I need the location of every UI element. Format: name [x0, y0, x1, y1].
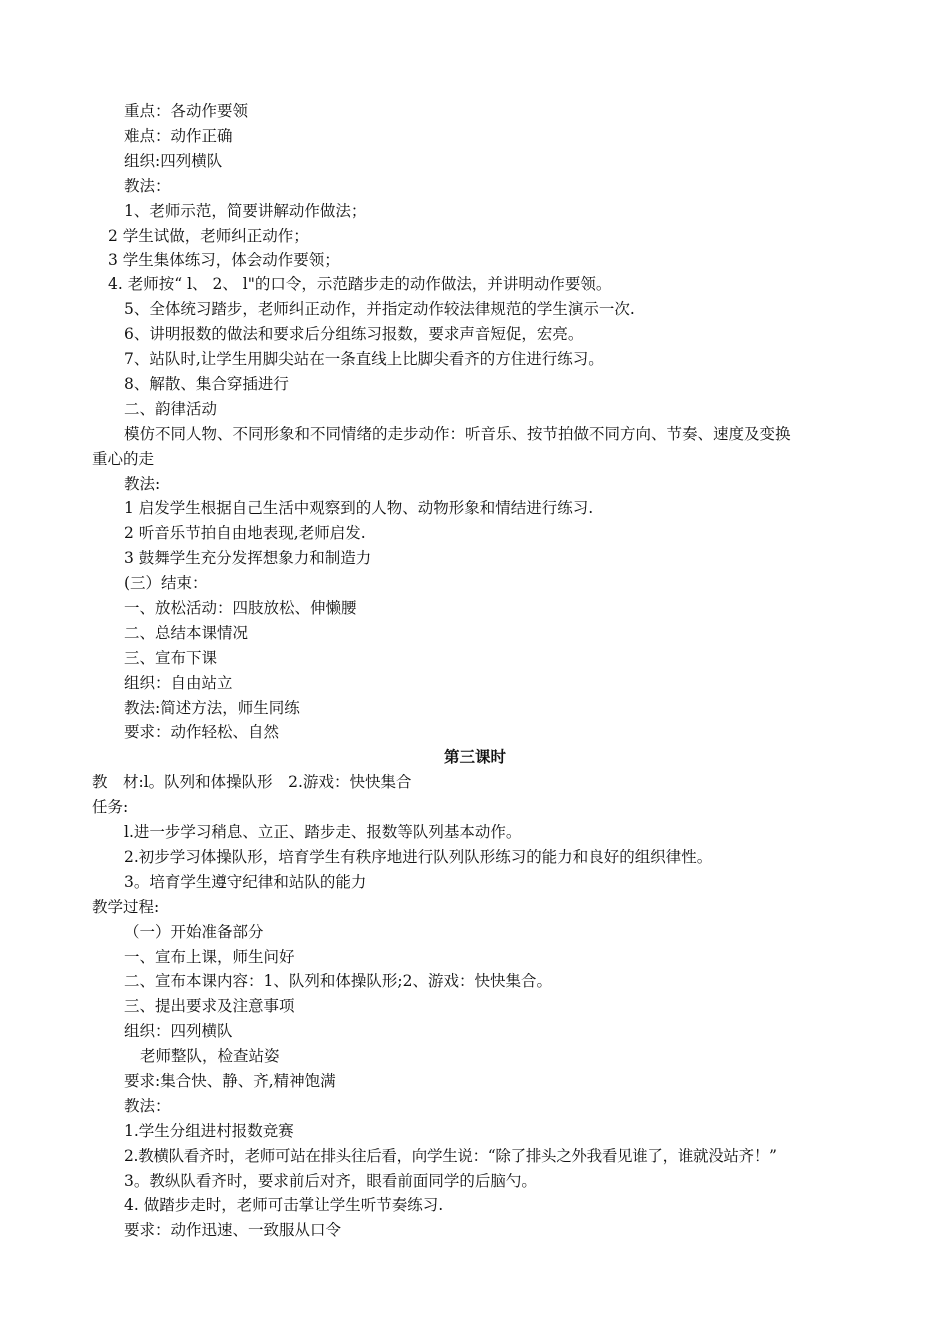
text-line: 要求:集合快、静、齐,精神饱满: [124, 1072, 336, 1090]
text-line: 1、老师示范，简要讲解动作做法；: [124, 202, 367, 220]
text-line: 1.学生分组进村报数竞赛: [124, 1122, 294, 1140]
text-line: 三、提出要求及注意事项: [124, 997, 295, 1015]
text-line: 二、宣布本课内容：1、队列和体操队形;2、游戏：快快集合。: [124, 972, 552, 990]
text-line: 一、宣布上课，师生问好: [124, 948, 295, 966]
text-line: 重心的走: [92, 450, 155, 468]
text-line: 教法:简述方法，师生同练: [124, 699, 300, 717]
text-line: 组织：自由站立: [124, 674, 233, 692]
text-line: 教法：: [124, 1097, 171, 1115]
lesson-title: 第三课时: [443, 747, 506, 766]
text-line: 二、总结本课情况: [124, 624, 249, 642]
text-line: 2 听音乐节拍自由地表现,老师启发.: [124, 524, 366, 542]
text-line: 老师整队，检查站姿: [140, 1047, 280, 1065]
text-line: 8、解散、集合穿插进行: [124, 375, 289, 393]
text-line: 3 鼓舞学生充分发挥想象力和制造力: [124, 549, 372, 567]
text-line: 4. 做踏步走时，老师可击掌让学生听节奏练习.: [124, 1196, 444, 1214]
text-line: 7、站队时,让学生用脚尖站在一条直线上比脚尖看齐的方住进行练习。: [124, 350, 604, 368]
text-line: 组织：四列横队: [124, 1022, 233, 1040]
text-line: 5、全体统习踏步，老师纠正动作，并指定动作较法律规范的学生演示一次.: [124, 300, 635, 318]
text-line: 2.初步学习体操队形，培育学生有秩序地进行队列队形练习的能力和良好的组织律性。: [124, 848, 713, 866]
section-heading: （一）开始准备部分: [124, 923, 264, 941]
text-line: 模仿不同人物、不同形象和不同情绪的走步动作：听音乐、按节拍做不同方向、节奏、速度及变换: [124, 425, 791, 443]
text-line: 组织:四列横队: [124, 152, 223, 170]
text-line: 教 材:l。队列和体操队形 2.游戏：快快集合: [92, 773, 412, 791]
text-line: 重点：各动作要领: [124, 102, 249, 120]
text-line: 三、宣布下课: [124, 649, 218, 667]
text-line: 要求：动作轻松、自然: [124, 723, 280, 741]
text-line: l.进一步学习稍息、立正、踏步走、报数等队列基本动作。: [124, 823, 522, 841]
text-line: 4. 老师按“ l、 2、 l"的口令，示范踏步走的动作做法，并讲明动作要领。: [108, 275, 612, 293]
text-line: 一、放松活动：四肢放松、伸懒腰: [124, 599, 357, 617]
section-heading: 二、韵律活动: [124, 400, 218, 418]
text-line: 3 学生集体练习，体会动作要领；: [108, 251, 340, 269]
text-line: 难点：动作正确: [124, 127, 233, 145]
text-line: 教学过程:: [92, 898, 160, 916]
text-line: 任务:: [92, 798, 129, 816]
text-line: 2 学生试做，老师纠正动作；: [108, 227, 309, 245]
text-line: 1 启发学生根据自己生活中观察到的人物、动物形象和情结进行练习.: [124, 499, 594, 517]
text-line: 教法:: [124, 475, 161, 493]
section-heading: (三）结束：: [124, 574, 208, 592]
text-line: 3。培育学生遵守纪律和站队的能力: [124, 873, 367, 891]
text-line: 3。教纵队看齐时，要求前后对齐，眼看前面同学的后脑勺。: [124, 1172, 537, 1190]
text-line: 要求：动作迅速、一致服从口令: [124, 1221, 342, 1239]
text-line: 6、讲明报数的做法和要求后分组练习报数，要求声音短促，宏亮。: [124, 325, 584, 343]
text-line: 教法：: [124, 177, 171, 195]
text-line: 2.教横队看齐时，老师可站在排头往后看，向学生说：“除了排头之外我看见谁了，谁就没站齐！”: [124, 1147, 777, 1165]
